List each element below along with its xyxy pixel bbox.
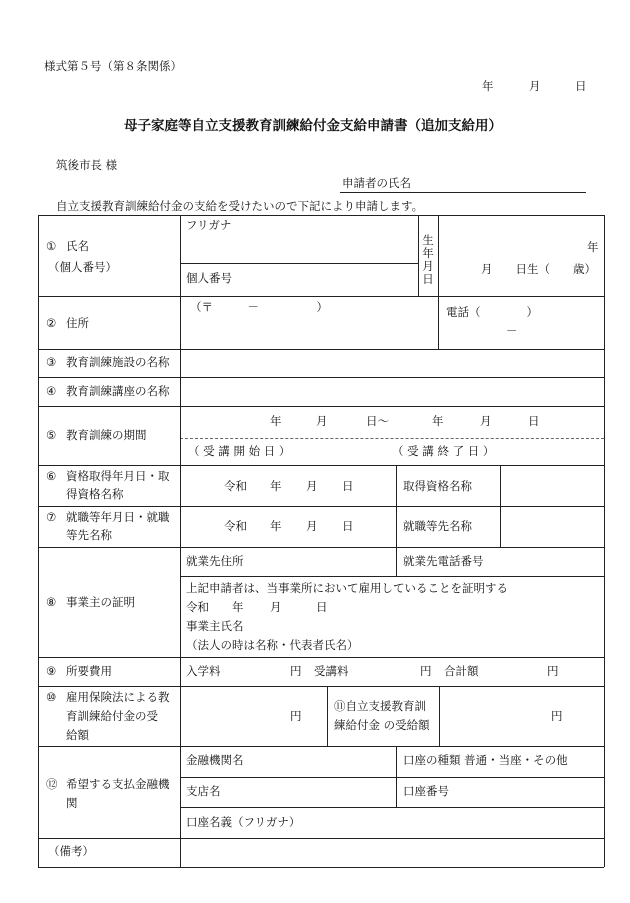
row10-label3: 給額 <box>66 728 89 742</box>
row11-label2: 練給付金 の受給額 <box>334 718 430 732</box>
row6-year: 年 <box>270 479 282 493</box>
end-date-caption: （ 受 講 終 了 日 ） <box>392 444 495 458</box>
row7-reiwa: 令和 <box>224 519 247 533</box>
row10-num: ⑩ <box>46 690 57 704</box>
row7-year: 年 <box>270 519 282 533</box>
row1-sublabel: （個人番号） <box>48 260 117 274</box>
birth-month-day-age: 月 日生（ 歳） <box>481 262 596 276</box>
account-type-label: 口座の種類 普通・当座・その他 <box>403 753 568 767</box>
row2-num: ② <box>46 316 57 330</box>
training-course-field[interactable] <box>181 378 603 405</box>
applicant-name-line[interactable] <box>340 192 586 193</box>
row7-label1: 就職等年月日・就職 <box>66 510 170 524</box>
row12-label1: 希望する支払金融機 <box>66 777 170 791</box>
bank-name-label: 金融機関名 <box>186 753 244 767</box>
row6-month: 月 <box>306 479 318 493</box>
date-day: 日 <box>575 79 587 93</box>
end-year: 年 <box>432 414 444 428</box>
certification-text: 上記申請者は、当事業所において雇用していることを証明する <box>186 581 508 595</box>
row3-num: ③ <box>46 355 57 369</box>
start-year: 年 <box>270 414 282 428</box>
row11-label1: ⑪自立支援教育訓 <box>334 699 426 713</box>
row1-label: 氏名 <box>66 239 89 253</box>
qualification-name-field[interactable] <box>501 466 603 505</box>
end-day: 日 <box>528 414 540 428</box>
remarks-field[interactable] <box>181 839 603 866</box>
row3-label: 教育訓練施設の名称 <box>66 355 170 369</box>
workplace-phone-label: 就業先電話番号 <box>403 554 484 568</box>
mynumber-label: 個人番号 <box>186 271 232 285</box>
phone-field[interactable]: 電話（ ） <box>446 305 538 319</box>
start-date-caption: （ 受 講 開 始 日 ） <box>188 444 291 458</box>
row10-label1: 雇用保険法による教 <box>66 690 170 704</box>
applicant-name-label: 申請者の氏名 <box>342 176 411 190</box>
row9-label: 所要費用 <box>66 664 112 678</box>
row6-num: ⑥ <box>46 469 57 483</box>
start-month: 月 <box>316 414 328 428</box>
tuition-label: 受講料 <box>314 664 349 678</box>
page-title: 母子家庭等自立支援教育訓練給付金支給申請書（追加支給用） <box>124 118 502 134</box>
tuition-yen: 円 <box>420 664 432 678</box>
row8-num: ⑧ <box>46 595 57 609</box>
row4-label: 教育訓練講座の名称 <box>66 384 170 398</box>
qualification-name-label: 取得資格名称 <box>403 479 472 493</box>
total-label: 合計額 <box>444 664 479 678</box>
row9-num: ⑨ <box>46 664 57 678</box>
row6-reiwa: 令和 <box>224 479 247 493</box>
row6-day: 日 <box>342 479 354 493</box>
furigana-label: フリガナ <box>186 218 232 232</box>
form-number: 様式第５号（第８条関係） <box>44 59 182 73</box>
row8-month: 月 <box>270 600 282 614</box>
account-number-label: 口座番号 <box>403 784 449 798</box>
row6-label2: 得資格名称 <box>66 487 124 501</box>
birth-year: 年 <box>587 240 599 254</box>
row6-label1: 資格取得年月日・取 <box>66 469 170 483</box>
row8-label: 事業主の証明 <box>66 595 135 609</box>
total-yen: 円 <box>547 664 559 678</box>
row12-label2: 関 <box>66 796 78 810</box>
row7-day: 日 <box>342 519 354 533</box>
postal-code-field[interactable]: （〒 － ） <box>190 300 328 314</box>
birthdate-label: 生年月日 <box>422 233 434 286</box>
training-facility-field[interactable] <box>181 350 603 376</box>
branch-name-label: 支店名 <box>186 784 221 798</box>
furigana-name-field[interactable] <box>181 232 417 262</box>
row7-month: 月 <box>306 519 318 533</box>
row8-reiwa: 令和 <box>186 600 209 614</box>
employer-note: （法人の時は名称・代表者氏名） <box>186 638 359 652</box>
row2-label: 住所 <box>66 316 89 330</box>
row10-yen: 円 <box>290 709 302 723</box>
row8-year: 年 <box>232 600 244 614</box>
employer-name-field[interactable] <box>501 507 603 546</box>
row8-day: 日 <box>316 600 328 614</box>
row4-num: ④ <box>46 384 57 398</box>
row7-label2: 等先名称 <box>66 528 112 542</box>
intro-text: 自立支援教育訓練給付金の支給を受けたいので下記により申請します。 <box>56 199 424 213</box>
row1-num: ① <box>46 239 57 253</box>
phone-dash: － <box>506 324 518 338</box>
end-month: 月 <box>480 414 492 428</box>
row5-label: 教育訓練の期間 <box>66 428 147 442</box>
row7-num: ⑦ <box>46 510 57 524</box>
date-year: 年 <box>482 79 494 93</box>
admission-fee-label: 入学料 <box>186 664 221 678</box>
row11-yen: 円 <box>551 709 563 723</box>
remarks-label: （備考） <box>48 844 94 858</box>
workplace-address-label: 就業先住所 <box>186 554 244 568</box>
start-day: 日～ <box>366 414 389 428</box>
addressee: 筑後市長 様 <box>56 158 118 172</box>
employer-name-label: 就職等先名称 <box>403 519 472 533</box>
admission-yen: 円 <box>290 664 302 678</box>
date-month: 月 <box>529 79 541 93</box>
row12-num: ⑫ <box>46 777 58 791</box>
row5-num: ⑤ <box>46 428 57 442</box>
account-holder-label: 口座名義（フリガナ） <box>186 815 301 829</box>
row10-label2: 育訓練給付金の受 <box>66 709 158 723</box>
employer-signature-label: 事業主氏名 <box>186 619 244 633</box>
